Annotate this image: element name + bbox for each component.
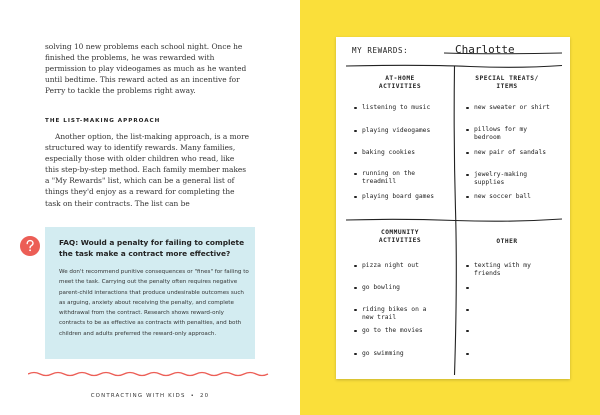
reward-item-line: riding bikes on a [362,306,427,313]
reward-item [474,104,550,112]
column-heading [457,75,557,91]
column-heading-line: ACTIVITIES [378,83,422,90]
bullet-icon [354,196,357,199]
card-name: Charlotte [455,43,515,56]
wave-divider [28,371,273,377]
reward-item-line: supplies [474,178,505,186]
page-footer [0,393,300,399]
reward-item [474,149,546,157]
bullet-icon [466,107,469,110]
bullet-icon [354,309,357,312]
bullet-icon [354,353,357,356]
bullet-icon [466,129,469,132]
card-title-label: MY REWARDS: [352,46,409,55]
column-heading-line: ITEMS [496,83,518,90]
column-heading-line: AT-HOME [385,75,415,82]
reward-item-line: go swimming [362,350,404,357]
bullet-icon [466,196,469,199]
bullet-icon [354,287,357,290]
body-paragraph: Another option, the list-making approach, is a more structured way to identify rewards. Many families, especially those with older children who read, like this step-by-step method. Each family member makes a "My Rewards" list, which can be a general list of things they'd enjoy as a reward for completing the task on their contracts. The list can be [45,132,249,208]
column-heading-line: OTHER [496,238,518,245]
reward-item [474,193,531,201]
reward-item [362,127,430,135]
footer-separator: • [190,393,196,399]
reward-item-line: texting with my [474,262,531,269]
reward-item-line: new soccer ball [474,193,531,200]
reward-item-line: pizza night out [362,262,419,269]
question-mark-icon [18,234,42,258]
column-heading-line: COMMUNITY [380,229,420,236]
reward-item-line: go to the movies [362,327,423,334]
faq-title: FAQ: Would a penalty for failing to complete the task make a contract more effective? [59,238,245,258]
bullet-icon [466,174,469,177]
reward-item-line: playing videogames [362,127,431,134]
running-title: CONTRACTING WITH KIDS [90,393,186,399]
reward-item [362,193,434,201]
bullet-icon [466,309,469,312]
reward-item-line: go bowling [362,284,400,291]
reward-item-line: listening to music [362,104,431,111]
reward-item [362,306,426,321]
bullet-icon [354,152,357,155]
body-paragraph: solving 10 new problems each school night. Once he finished the problems, he was rewarded with permission to play videogames as much as he wanted until bedtime. This reward acted as an incentive for Perry to tackle the problems right away. [45,42,247,96]
reward-item-line: running on the [362,170,416,177]
reward-item [362,170,415,185]
reward-item [474,262,531,277]
column-heading [350,75,450,91]
bullet-icon [466,287,469,290]
reward-item [474,171,527,186]
reward-item-line: friends [474,269,501,277]
bullet-icon [466,152,469,155]
reward-item-line: treadmill [362,177,397,185]
reward-item-line: jewelry-making [474,171,528,178]
faq-body: We don't recommend punitive consequences or "fines" for failing to meet the task. Carrying out the penalty often requires negative parent-child interactions that produce undesirable outcomes such as arguing, anxiety about receiving the penalty, and complete withdrawal from the contract. Research shows reward-only contracts to be as effective as contracts with penalties, and both children and adults preferred the reward-only approach. [59,269,249,337]
bullet-icon [466,330,469,333]
column-heading [457,238,557,246]
reward-item [474,126,527,141]
reward-item-line: new sweater or shirt [474,104,550,111]
reward-item-line: playing board games [362,193,435,200]
reward-item [362,284,400,292]
reward-item [362,350,404,358]
bullet-icon [466,265,469,268]
bullet-icon [354,130,357,133]
reward-item-line: pillows for my [474,126,528,133]
reward-item-line: bedroom [474,133,501,141]
reward-item-line: new pair of sandals [474,149,547,156]
reward-item-line: new trail [362,313,397,321]
column-heading-line: SPECIAL TREATS/ [475,75,539,82]
reward-item-line: baking cookies [362,149,416,156]
bullet-icon [354,265,357,268]
column-heading [350,229,450,245]
bullet-icon [466,353,469,356]
bullet-icon [354,107,357,110]
section-heading: THE LIST-MAKING APPROACH [45,118,161,124]
bullet-icon [354,330,357,333]
reward-item [362,104,430,112]
reward-item [362,149,415,157]
reward-item [362,327,423,335]
page-number: 20 [200,393,210,399]
column-heading-line: ACTIVITIES [378,237,422,244]
reward-item [362,262,419,270]
bullet-icon [354,173,357,176]
